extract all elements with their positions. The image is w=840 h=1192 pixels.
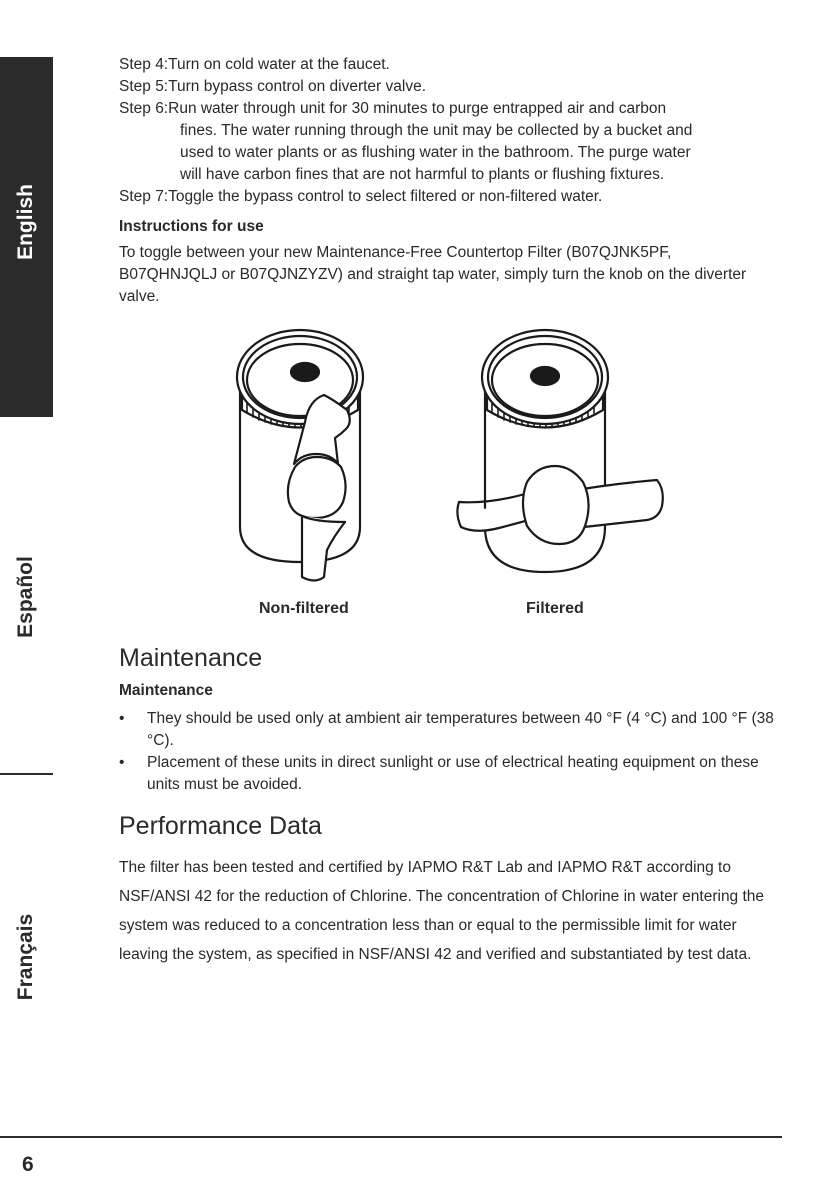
footer-rule xyxy=(0,1136,782,1138)
step-text: Run water through unit for 30 minutes to purge entrapped air and carbon xyxy=(168,100,667,117)
tab-divider xyxy=(0,773,53,775)
bullet-text: They should be used only at ambient air temperatures between 40 °F (4 °C) and 100 °F (38 °C). xyxy=(147,710,774,749)
step-label: Step 5: xyxy=(119,78,169,95)
instructions-heading: Instructions for use xyxy=(119,218,264,235)
step-label: Step 6: xyxy=(119,100,169,117)
diverter-valve-figure xyxy=(119,322,769,622)
step-label: Step 7: xyxy=(119,188,169,205)
diverter-valve-illustration xyxy=(119,322,769,597)
step-6 xyxy=(119,98,769,120)
tab-label-english: English xyxy=(14,184,37,260)
performance-body: The filter has been tested and certified by IAPMO R&T Lab and IAPMO R&T according to NSF/ANSI 42 for the reduction of Chlorine. The concentration of Chlorine in water entering the system was reduced to a concentration less than or equal to the permissible limit for water leaving the system, as specified in NSF/ANSI 42 and verified and substantiated by test data. xyxy=(119,859,765,963)
bullet-icon: • xyxy=(119,710,125,727)
step-6-continuation: will have carbon fines that are not harmful to plants or flushing fixtures. xyxy=(180,166,665,183)
list-item xyxy=(119,708,774,752)
page-number: 6 xyxy=(22,1153,34,1176)
step-text: Turn on cold water at the faucet. xyxy=(168,56,390,73)
tab-label-espanol: Español xyxy=(14,556,37,638)
filtered-caption: Filtered xyxy=(526,600,584,617)
step-6-continuation: used to water plants or as flushing water in the bathroom. The purge water xyxy=(180,144,691,161)
non-filtered-caption: Non-filtered xyxy=(259,600,349,617)
steps-section xyxy=(119,54,769,308)
bullet-icon: • xyxy=(119,754,125,771)
maintenance-subheading: Maintenance xyxy=(119,682,213,699)
tab-label-francais: Français xyxy=(14,913,37,1001)
step-text: Toggle the bypass control to select filtered or non-filtered water. xyxy=(168,188,603,205)
step-text: Turn bypass control on diverter valve. xyxy=(168,78,427,95)
maintenance-section xyxy=(119,680,774,796)
filtered-valve-drawing xyxy=(457,330,662,572)
performance-title: Performance Data xyxy=(119,812,322,840)
step-label: Step 4: xyxy=(119,56,169,73)
instructions-body: To toggle between your new Maintenance-Free Countertop Filter (B07QJNK5PF, B07QHNJQLJ or B07QJNZYZV) and straight tap water, simply turn the knob on the diverter valve. xyxy=(119,244,747,305)
step-6-continuation: fines. The water running through the unit may be collected by a bucket and xyxy=(180,122,693,139)
step-5 xyxy=(119,76,769,98)
bullet-text: Placement of these units in direct sunlight or use of electrical heating equipment on these units must be avoided. xyxy=(147,754,759,793)
step-7 xyxy=(119,186,769,208)
non-filtered-valve-drawing xyxy=(237,330,363,581)
step-4 xyxy=(119,54,769,76)
maintenance-title: Maintenance xyxy=(119,644,263,672)
list-item xyxy=(119,752,774,796)
